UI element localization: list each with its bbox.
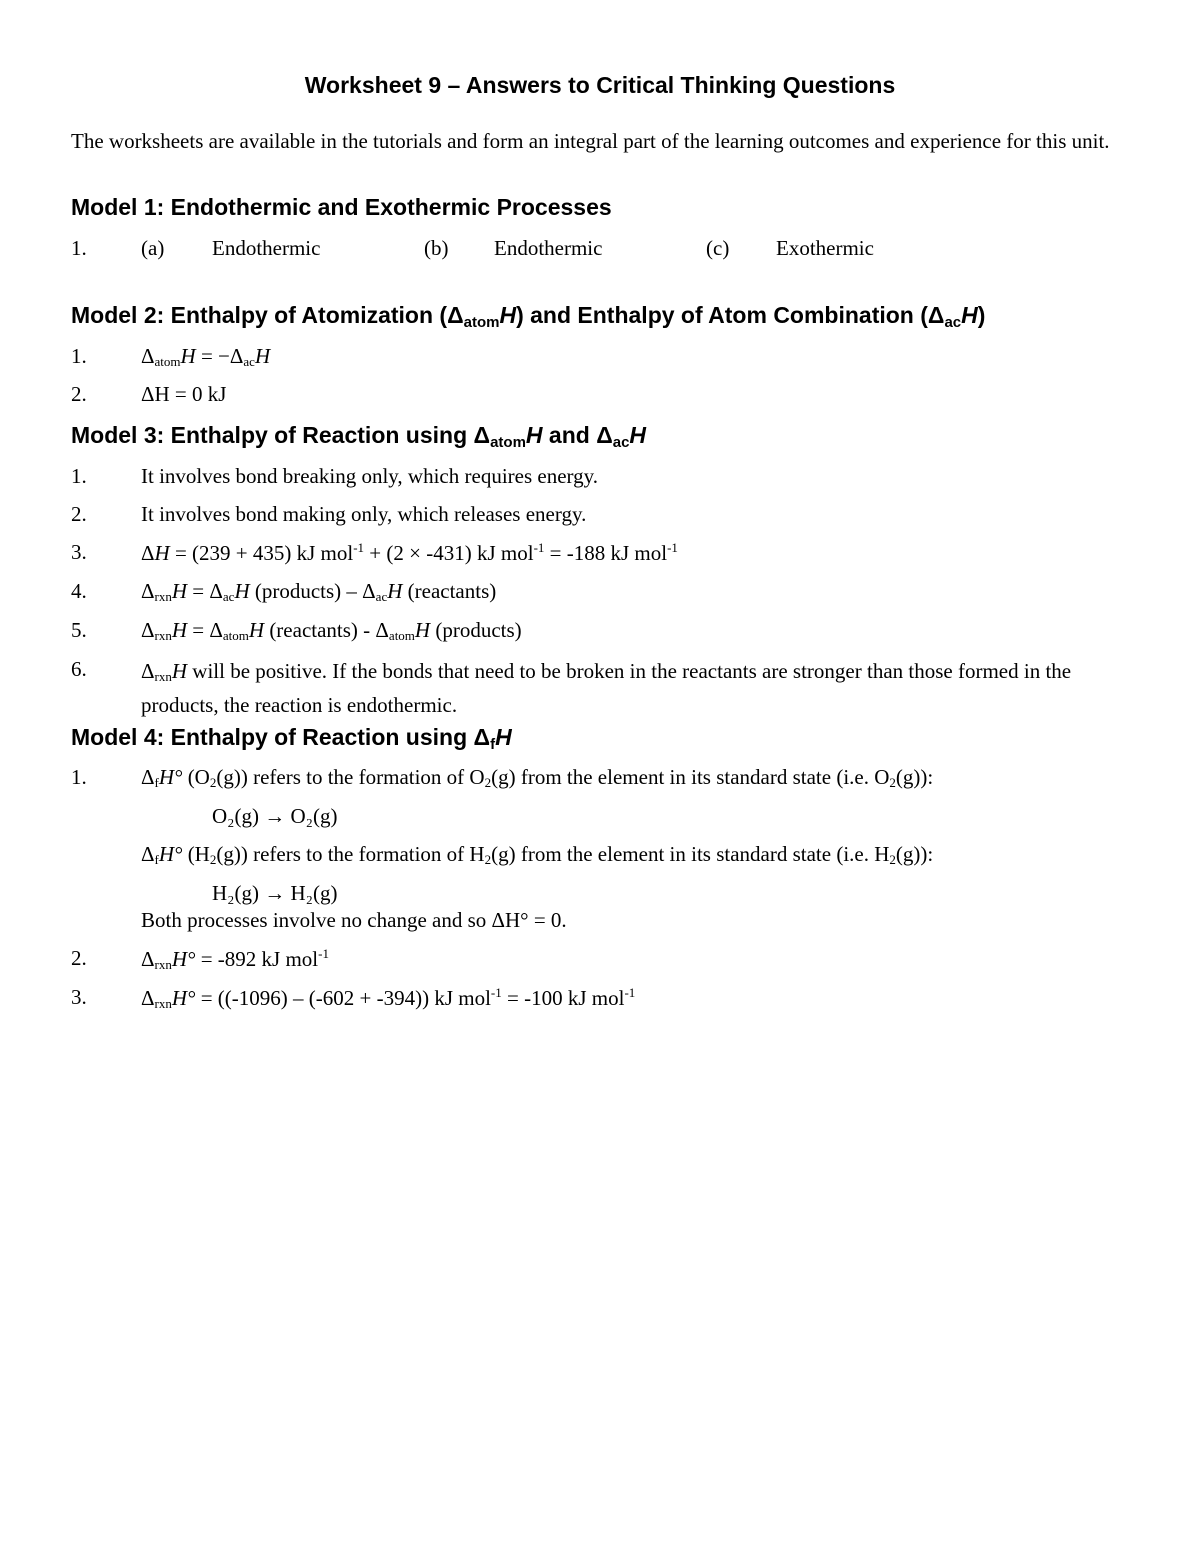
option-a-label: (a)	[141, 236, 165, 260]
answer-text: ΔH = 0 kJ	[141, 382, 227, 406]
equation-o2: O₂(g) → O₂(g)	[212, 804, 338, 828]
equation-h2: H₂(g) → H₂(g)	[212, 881, 338, 905]
q-number: 2.	[71, 502, 87, 526]
option-a-value: Endothermic	[212, 236, 321, 260]
option-b-value: Endothermic	[494, 236, 603, 260]
model3-q6-text: $\Delta_{rxn}H$ will be positive. If the bonds that need to be broken in the reactants are stronger than those formed in the products, the reaction is endothermic.	[141, 659, 1072, 717]
q-number: 1.	[71, 236, 87, 260]
answer-text: $\Delta_fH^\circ$ $(O_2(g))$ refers to the formation of $O_2(g)$ from the element in its standard state (i.e. $O_2(g)$):	[141, 765, 934, 790]
model1-heading: Model 1: Endothermic and Exothermic Processes	[71, 194, 612, 220]
answer-text: $\Delta_{rxn}H^\circ = ((-1096) - (-602 + -394))$ kJ mol$^{-1}$ = -100 kJ mol$^{-1}$	[141, 985, 636, 1011]
q-number: 2.	[71, 382, 87, 406]
option-c-label: (c)	[706, 236, 730, 260]
answer-text: It involves bond making only, which releases energy.	[141, 502, 587, 526]
q-number: 1.	[71, 765, 87, 789]
q-number: 6.	[71, 657, 87, 681]
q-number: 5.	[71, 618, 87, 642]
q-number: 3.	[71, 985, 87, 1009]
q-number: 2.	[71, 946, 87, 970]
q-number: 1.	[71, 344, 87, 368]
model3-heading: Model 3: Enthalpy of Reaction using $\Delta_{atom}H$ and $\Delta_{ac}H$	[71, 422, 647, 451]
both-processes-note: Both processes involve no change and so ΔH° = 0.	[141, 908, 567, 932]
answer-text: $\Delta_{rxn}H = \Delta_{atom}H$ (reactants) - $\Delta_{atom}H$ (products)	[141, 618, 522, 643]
page-title: Worksheet 9 – Answers to Critical Thinking Questions	[304, 72, 896, 98]
answer-text: $\Delta_{rxn}H^\circ = -892$ kJ mol$^{-1}$	[141, 946, 329, 972]
option-c-value: Exothermic	[776, 236, 874, 260]
answer-text: $\Delta_{rxn}H = \Delta_{ac}H$ (products) – $\Delta_{ac}H$ (reactants)	[141, 579, 497, 604]
answer-text: It involves bond breaking only, which requires energy.	[141, 464, 599, 488]
intro-paragraph: The worksheets are available in the tutorials and form an integral part of the learning outcomes and experience for this unit.	[71, 129, 1110, 153]
option-b-label: (b)	[424, 236, 449, 260]
model4-q1b: $\Delta_fH^\circ$ $(H_2(g))$ refers to the formation of $H_2(g)$ from the element in its standard state (i.e. $H_2(g)$):	[141, 842, 934, 867]
answer-text: ΔH = (239 + 435) kJ mol$^{-1}$ + (2 × -431) kJ mol$^{-1}$ = -188 kJ mol$^{-1}$	[141, 540, 678, 565]
model2-heading: Model 2: Enthalpy of Atomization $(\Delta_{atom}H)$ and Enthalpy of Atom Combination $(\Delta_{ac}H)$	[71, 302, 986, 331]
q-number: 3.	[71, 540, 87, 564]
q-number: 4.	[71, 579, 87, 603]
model4-heading: Model 4: Enthalpy of Reaction using $\Delta_fH$	[71, 724, 512, 753]
answer-text: $\Delta_{atom}H = -\Delta_{ac}H$	[141, 344, 271, 369]
q-number: 1.	[71, 464, 87, 488]
